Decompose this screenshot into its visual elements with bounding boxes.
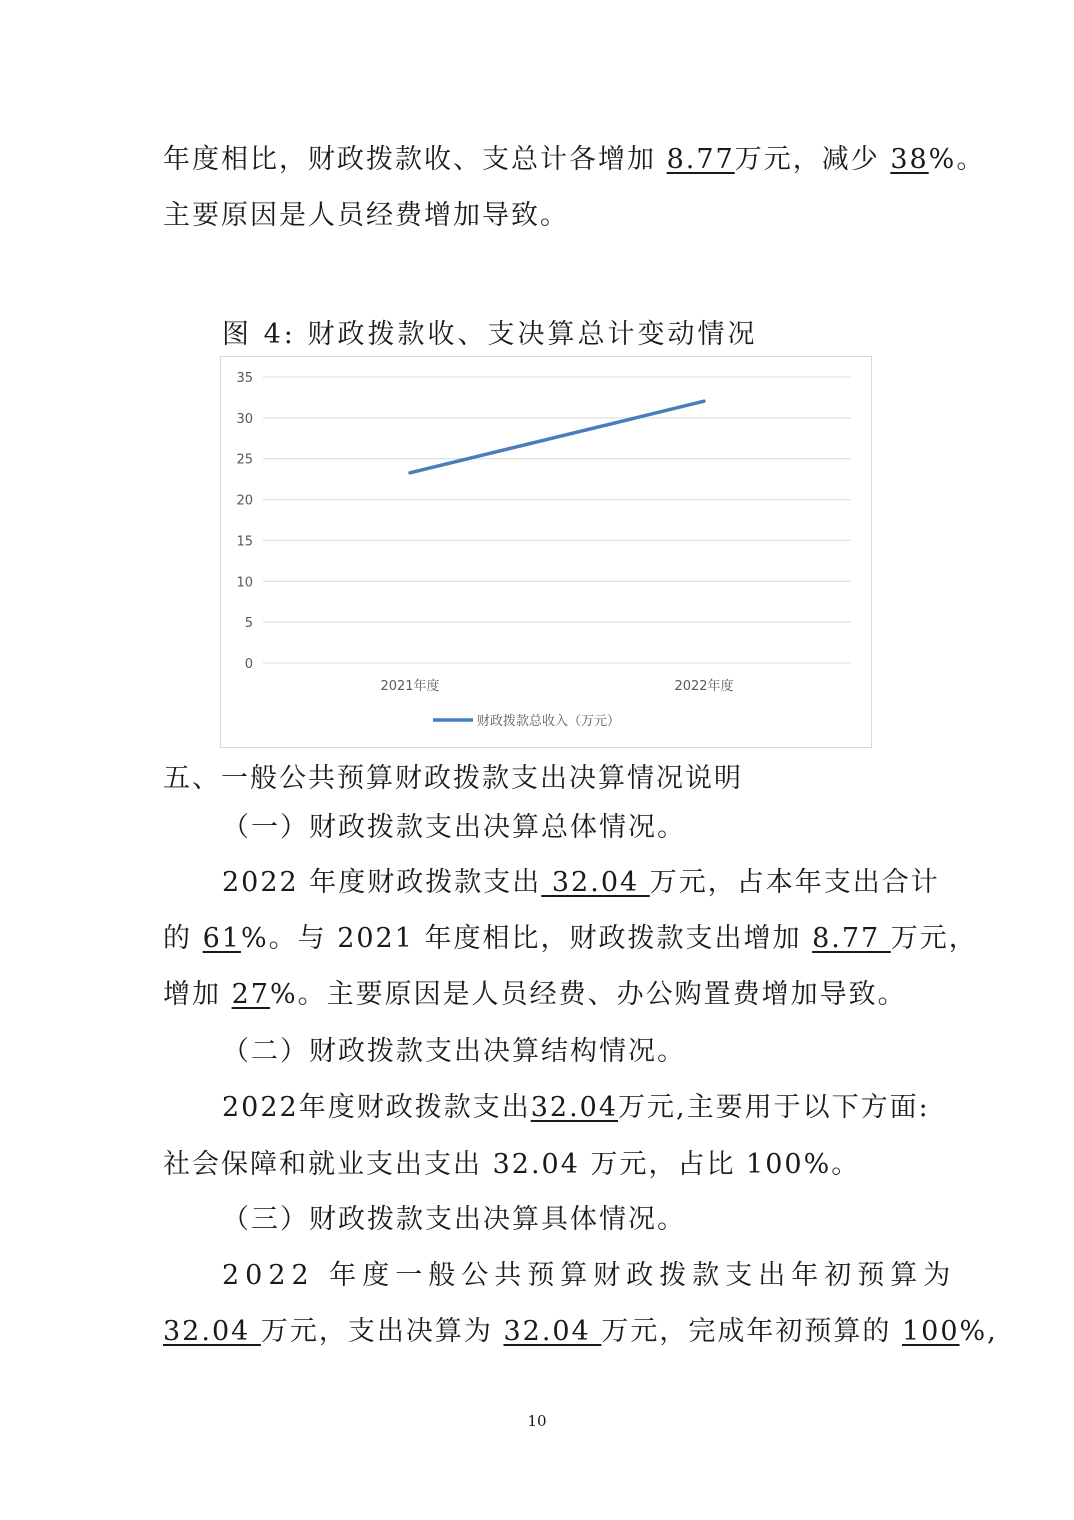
y-tick-label: 5 bbox=[244, 616, 253, 632]
paragraph-line bbox=[222, 1091, 930, 1125]
underlined-value: 38 bbox=[890, 144, 929, 175]
text: 万元，占本年支出合计 bbox=[649, 867, 940, 898]
legend-label: 财政拨款总收入（万元） bbox=[477, 714, 621, 729]
text: %, bbox=[959, 1316, 998, 1347]
text: 万元，完成年初预算的 bbox=[601, 1316, 892, 1347]
subsection-title: （三）财政拨款支出决算具体情况。 bbox=[222, 1204, 686, 1235]
y-tick-label: 0 bbox=[244, 657, 253, 672]
underlined-value: 100 bbox=[901, 1316, 960, 1347]
text: 2022 年度财政拨款支出 bbox=[222, 867, 542, 898]
underlined-value: 8.77 bbox=[812, 923, 891, 954]
paragraph-line: 社会保障和就业支出支出 32.04 万元，占比 100%。 bbox=[163, 1149, 861, 1180]
underlined-value: 32.04 bbox=[530, 1092, 619, 1123]
text: 万元， bbox=[890, 923, 978, 954]
paragraph-line bbox=[163, 922, 978, 956]
y-tick-label: 10 bbox=[236, 575, 253, 591]
text: 年度相比，财政拨款收、支总计各增加 bbox=[163, 144, 656, 175]
x-tick-label: 2022年度 bbox=[674, 679, 734, 694]
page-number: 10 bbox=[527, 1412, 547, 1430]
text: 2022年度财政拨款支出 bbox=[222, 1092, 531, 1123]
text: %。主要原因是人员经费、办公购置费增加导致。 bbox=[269, 979, 907, 1010]
paragraph-line bbox=[163, 1315, 998, 1349]
text: 万元,主要用于以下方面: bbox=[618, 1092, 930, 1123]
underlined-value: 32.04 bbox=[163, 1316, 261, 1347]
line-chart bbox=[220, 356, 872, 748]
text: %。与 2021 年度相比，财政拨款支出增加 bbox=[240, 923, 802, 954]
x-tick-label: 2021年度 bbox=[380, 679, 440, 694]
paragraph-line bbox=[222, 866, 940, 900]
y-tick-label: 25 bbox=[236, 452, 253, 468]
paragraph-line bbox=[163, 143, 985, 177]
y-tick-label: 20 bbox=[236, 493, 253, 509]
y-tick-label: 30 bbox=[236, 411, 253, 427]
paragraph-line: 2022 年度一般公共预算财政拨款支出年初预算为 bbox=[222, 1260, 957, 1291]
figure-caption: 图 4: 财政拨款收、支决算总计变动情况 bbox=[222, 319, 758, 350]
y-tick-label: 15 bbox=[236, 534, 253, 550]
series-line bbox=[410, 401, 704, 473]
subsection-title: （二）财政拨款支出决算结构情况。 bbox=[222, 1036, 686, 1067]
underlined-value: 32.04 bbox=[503, 1316, 602, 1347]
section-title: 五、一般公共预算财政拨款支出决算情况说明 bbox=[163, 763, 743, 794]
paragraph-line bbox=[163, 978, 907, 1012]
subsection-title: （一）财政拨款支出决算总体情况。 bbox=[222, 812, 686, 843]
text: 增加 bbox=[163, 979, 221, 1010]
underlined-value: 8.77 bbox=[666, 144, 735, 175]
underlined-value: 32.04 bbox=[541, 867, 650, 898]
paragraph-line: 主要原因是人员经费增加导致。 bbox=[163, 200, 569, 231]
underlined-value: 27 bbox=[231, 979, 270, 1010]
y-tick-label: 35 bbox=[236, 371, 253, 386]
chart-canvas bbox=[221, 357, 871, 747]
text: 的 bbox=[163, 923, 192, 954]
text: 万元，支出决算为 bbox=[260, 1316, 493, 1347]
text: 万元，减少 bbox=[734, 144, 880, 175]
underlined-value: 61 bbox=[202, 923, 241, 954]
text: %。 bbox=[928, 144, 986, 175]
